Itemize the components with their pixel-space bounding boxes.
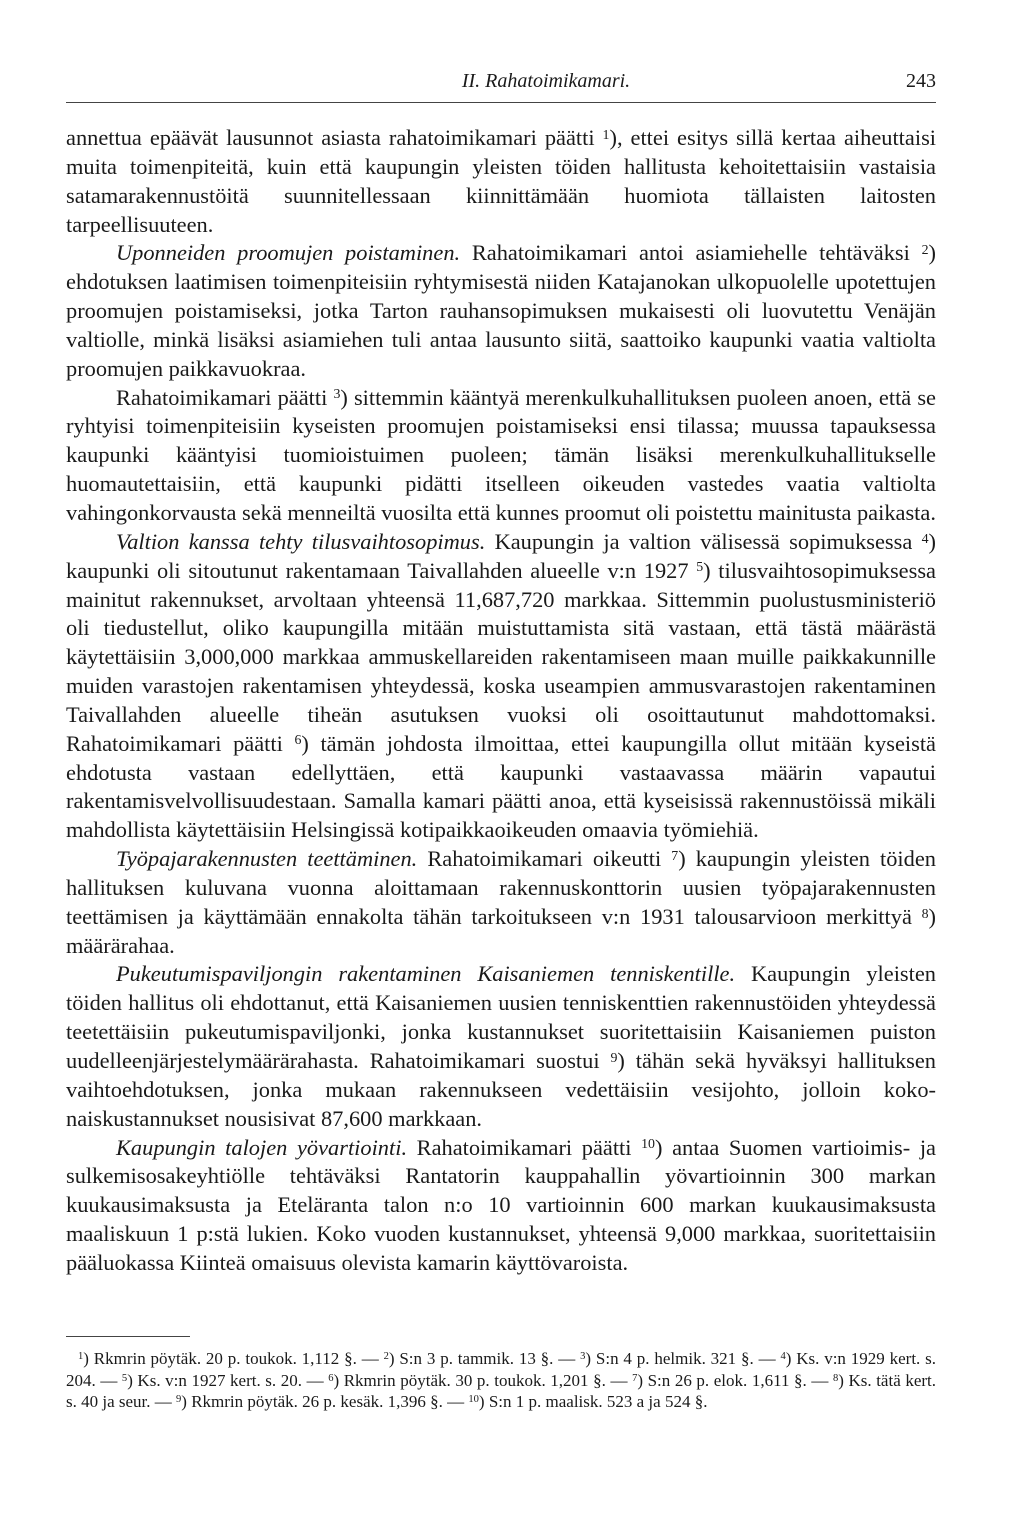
text-run: ) S:n 26 p. elok. 1,611 §. —	[637, 1370, 833, 1390]
text-run: ) tämän johdosta ilmoittaa, ettei kaupungilla ollut mitään kyseistä ehdotusta vastaan edellyttäen, että kaupunki vastaavassa määrin vapautui rakentamisvelvollisuudestaan. Samalla kamari päätti anoa, että kyseisissä rakennustöissä mikäli mahdollista käytettäisiin Helsingissä kotipaikkaoikeuden omaavia työmiehiä.	[66, 730, 936, 843]
text-run: ) Ks. tätä kert. s. 40 ja seur. —	[66, 1370, 937, 1411]
section-subheading: Kaupungin talojen yövartiointi.	[116, 1134, 408, 1160]
text-run: ) S:n 1 p. maalisk. 523 a ja 524 §.	[478, 1392, 708, 1411]
body-text	[66, 124, 936, 1278]
section-subheading: Pukeutumispaviljongin rakentaminen Kaisaniemen tenniskentille.	[116, 961, 736, 987]
header-rule	[66, 102, 936, 103]
text-run: Rahatoimikamari antoi asiamiehelle tehtäväksi	[460, 240, 922, 266]
footnote-ref: 1	[78, 1351, 84, 1363]
text-run: ), ettei esitys sillä kertaa aiheuttaisi muita toimenpiteitä, kuin että kaupungin yleisten töiden hallitusta kehoitettaisiin vastaisia satamarakennustöitä suunnitellessaan kiinnittämään huomiota tällaisten laitosten tarpeellisuuteen.	[66, 125, 937, 237]
footnote-ref: 10	[641, 1137, 655, 1153]
text-run: ) tilusvaihtosopimuksessa mainitut rakennukset, arvoltaan yhteensä 11,687,720 markkaa. Sittemmin puolustusministeriö oli tiedustellut, oliko kaupungilla mitään muistuttamista sitä vastaan, että tästä määrästä käytettäisiin 3,000,000 markkaa ammuskellareiden rakentamiseen maan muille paikkakunnille muiden varastojen rakentamisen yhteydessä, koska useampien ammusvarastojen rakentaminen Taivallahden alueelle tiheän asutuksen vuoksi oli osoittautunut mahdottomaksi. Rahatoimikamari päätti	[66, 557, 936, 756]
text-run: Rahatoimikamari oikeutti	[417, 846, 672, 872]
footnote-ref: 3	[580, 1351, 586, 1363]
footnote-ref: 5	[121, 1372, 128, 1384]
footnote-ref: 8	[832, 1372, 839, 1384]
footnote-rule	[66, 1336, 190, 1337]
text-run: ) antaa Suomen vartioimis- ja sulkemisosakeyhtiölle tehtäväksi Rantatorin kauppahallin yövartioinnin 300 markan kuukausimaksusta ja Eteläranta talon n:o 10 vartioinnin 600 markan kuukausimaksusta maaliskuun 1 p:stä lukien. Koko vuoden kustannukset, yhteensä 9,000 markkaa, suoritettaisiin pääluokassa Kiinteä omaisuus olevista kamarin käyttövaroista.	[66, 1134, 936, 1275]
footnote-ref: 2	[921, 243, 929, 259]
footnotes	[66, 1348, 936, 1413]
text-run: ) ehdotuksen laatimisen toimenpiteisiin ryhtymisestä niiden Katajanokan ulkopuolelle upotettujen proomujen poistamiseksi, jotka Tarton rauhansopimuksen mukaisesti oli luovutettu Venäjän valtiolle, minkä lisäksi asiamiehen tuli antaa lausunto siitä, saattoiko kaupunki vaatia valtiolta proomujen paikkavuokraa.	[66, 240, 936, 381]
text-run: ) S:n 4 p. helmik. 321 §. —	[585, 1349, 781, 1368]
text-run: ) kaupungin yleisten töiden hallituksen kuluvana vuonna aloittamaan rakennuskonttorin uusien työpajarakennusten teettämisen ja käyttämään ennakolta tähän tarkoitukseen v:n 1931 talousarvioon merkittyä	[66, 846, 936, 929]
text-run: Rahatoimikamari päätti	[116, 384, 334, 410]
text-run: ) Rkmrin pöytäk. 30 p. toukok. 1,201 §. —	[333, 1370, 633, 1390]
text-run: ) S:n 3 p. tammik. 13 §. —	[388, 1349, 581, 1368]
footnote-ref: 5	[696, 560, 704, 576]
footnote-ref: 2	[383, 1351, 389, 1363]
text-run: ) määrärahaa.	[66, 903, 936, 958]
text-run: ) tähän sekä hyväksyi hallituksen vaihtoehdotuksen, jonka mukaan rakennukseen vedettäisiin vesijohto, jolloin kokonaiskustannukset nousisivat 87,600 markkaan.	[66, 1048, 936, 1131]
page-number: 243	[906, 70, 936, 92]
footnote-ref: 6	[294, 733, 302, 749]
footnote-ref: 3	[333, 387, 341, 403]
footnote-ref: 9	[610, 1050, 618, 1066]
text-run: ) Ks. v:n 1929 kert. s. 204. —	[66, 1349, 937, 1390]
text-run: ) Ks. v:n 1927 kert. s. 20. —	[127, 1370, 329, 1390]
paragraph	[66, 960, 936, 1133]
footnote-ref: 6	[328, 1372, 334, 1384]
running-title: II. Rahatoimikamari.	[461, 70, 631, 92]
paragraph	[66, 124, 936, 239]
footnote-ref: 8	[921, 906, 929, 922]
section-subheading: Valtion kanssa tehty tilusvaihtosopimus.	[116, 528, 486, 554]
section-subheading: Uponneiden proomujen poistaminen.	[116, 240, 461, 266]
footnote-paragraph	[66, 1348, 936, 1413]
paragraph	[66, 845, 936, 960]
footnote-ref: 1	[602, 127, 610, 143]
footnote-ref: 9	[176, 1394, 182, 1406]
text-run: Kaupungin yleisten töiden hallitus oli ehdottanut, että Kaisaniemen uusien tenniskenttien rakennustöiden yhteydessä teetettäisiin pukeutumispaviljonki, jonka kustannukset suoritettaisiin Kaisaniemen puiston uudelleenjärjestelymäärärahasta. Rahatoimikamari suostui	[66, 961, 936, 1073]
page-header	[66, 70, 936, 100]
text-run: ) kaupunki oli sitoutunut rakentamaan Taivallahden alueelle v:n 1927	[66, 528, 936, 583]
text-run: ) sittemmin kääntyä merenkulkuhallituksen puoleen anoen, että se ryhtyisi toimenpiteisiin kyseisten proomujen poistamiseksi ensi tilassa; muussa tapauksessa kaupunki kääntyisi tuomioistuimen puoleen; tämän lisäksi merenkulkuhallitukselle huomautettaisiin, että kaupunki pidätti itselleen oikeuden vastedes vaatia valtiolta vahingonkorvausta sekä menneiltä vuosilta että kunnes proomut oli poistettu mainitusta paikasta.	[66, 384, 936, 525]
text-run: Rahatoimikamari päätti	[407, 1134, 642, 1160]
text-run: Kaupungin ja valtion välisessä sopimuksessa	[485, 528, 922, 554]
footnote-ref: 7	[632, 1372, 638, 1384]
paragraph	[66, 384, 936, 528]
section-subheading: Työpajarakennusten teettäminen.	[116, 846, 418, 872]
paragraph	[66, 1134, 936, 1278]
footnote-ref: 4	[921, 531, 929, 547]
paragraph	[66, 528, 936, 845]
paragraph	[66, 239, 936, 383]
footnote-ref: 4	[780, 1351, 786, 1363]
footnote-ref: 7	[671, 848, 679, 864]
text-run: ) Rkmrin pöytäk. 26 p. kesäk. 1,396 §. —	[181, 1392, 469, 1411]
text-run: ) Rkmrin pöytäk. 20 p. toukok. 1,112 §. —	[83, 1349, 384, 1368]
text-run: annettua epäävät lausunnot asiasta rahatoimikamari päätti	[66, 125, 603, 150]
footnote-ref: 10	[468, 1394, 479, 1406]
